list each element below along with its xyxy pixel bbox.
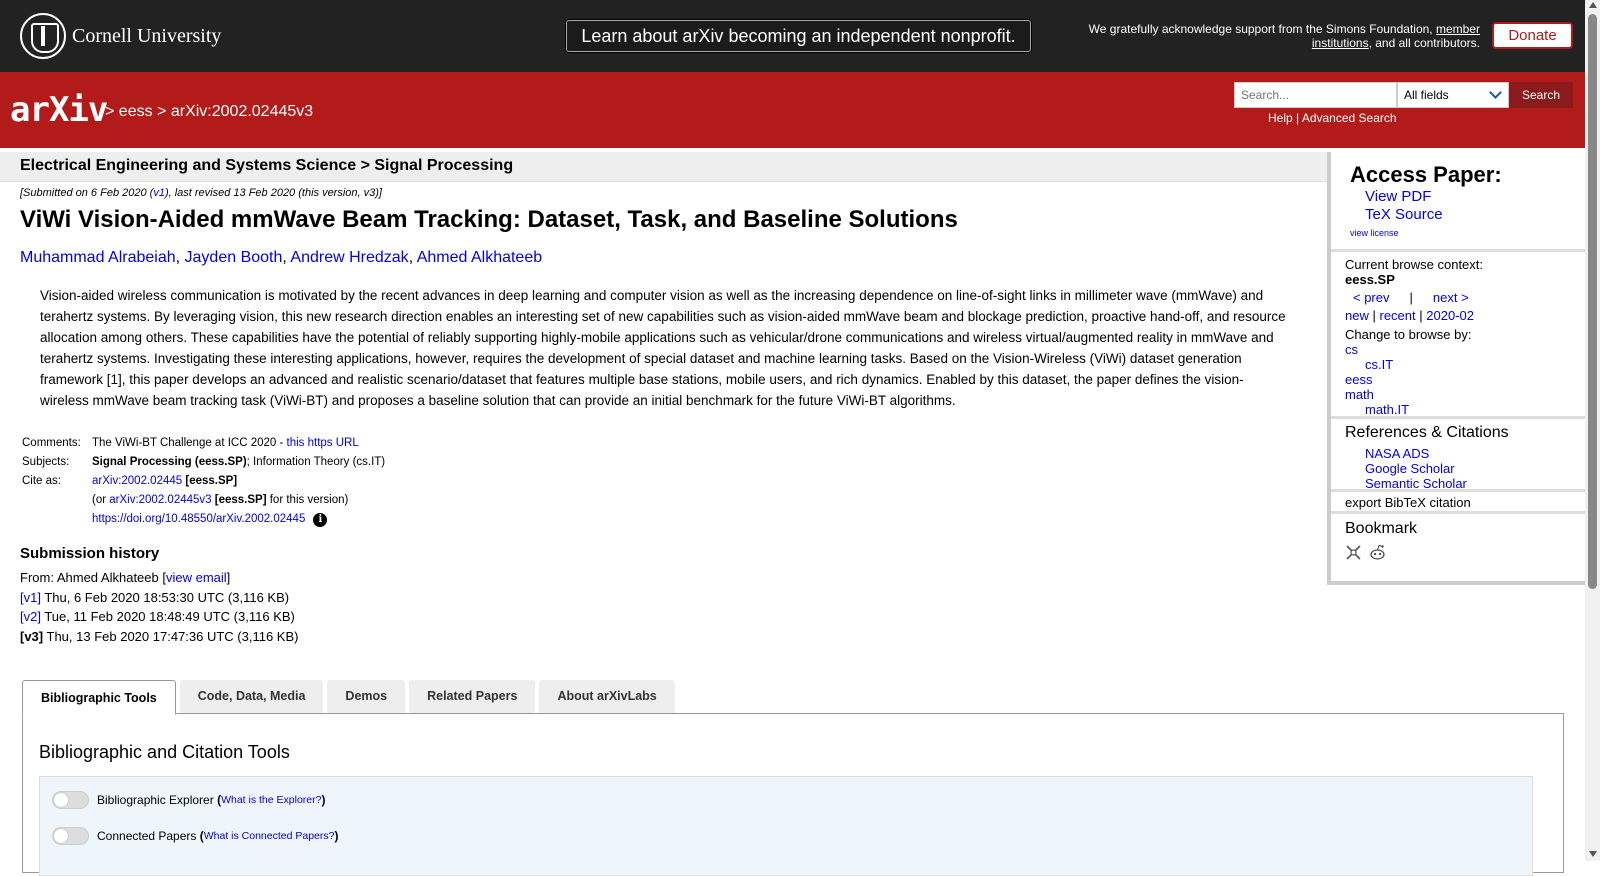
change-browse-label: Change to browse by: — [1345, 327, 1472, 342]
cornell-seal-icon — [20, 13, 66, 59]
prev-link[interactable]: < prev — [1353, 290, 1390, 305]
paper-title: ViWi Vision-Aided mmWave Beam Tracking: Dataset, Task, and Baseline Solutions — [20, 206, 958, 233]
labs-tabs — [22, 680, 679, 715]
breadcrumb — [105, 103, 313, 121]
author-sep: , — [282, 249, 291, 266]
explorer-help-link[interactable]: What is the Explorer? — [221, 794, 322, 806]
submitter — [20, 568, 298, 588]
abstract: Vision-aided wireless communication is motivated by the recent advances in deep learning and computer vision as well as the increasing dependence on line-of-sight links in millimeter wave (mmWave) and terahertz systems. By leveraging vision, this new research direction enables an interesting set of new capabilities such as vision-aided mmWave beam and blockage prediction, proactive hand-off, and resource allocation among others. These capabilities have the potential of reliably supporting highly-mobile applications such as vehicular/drone communications and wireless virtual/augmented reality in mmWave and terahertz systems. Investigating these interesting applications, however, requires the development of special dataset and machine learning tasks. Based on the Vision-Wireless (ViWi) dataset generation framework [1], this paper develops an advanced and realistic scenario/dataset that features multiple base stations, mobile users, and rich dynamics. Enabled by this dataset, the paper defines the vision-wireless mmWave beam tracking task (ViWi-BT) and proposes a baseline solution that can provide an initial benchmark for the future ViWi-BT algorithms. — [40, 288, 1286, 408]
submission-history — [20, 568, 298, 646]
scroll-up-icon[interactable] — [1589, 2, 1597, 8]
export-bibtex-link[interactable]: export BibTeX citation — [1331, 492, 1585, 514]
tab-code-data-media[interactable]: Code, Data, Media — [180, 680, 324, 714]
connected-help-link[interactable]: What is Connected Papers? — [203, 830, 335, 842]
metadata-table — [20, 434, 387, 529]
doi-row — [90, 510, 387, 529]
author-sep: , — [175, 249, 185, 266]
cornell-name: Cornell University — [72, 24, 222, 47]
submitted-v1-link[interactable]: v1 — [153, 187, 165, 199]
tab-related-papers[interactable]: Related Papers — [409, 680, 535, 714]
prev-next-sep: | — [1409, 290, 1413, 305]
cite-value — [90, 472, 387, 491]
version-v3-text: Thu, 13 Feb 2020 17:47:36 UTC (3,116 KB) — [43, 628, 299, 644]
help-sep: | — [1296, 111, 1300, 125]
arxiv-logo[interactable]: arXiv — [10, 90, 108, 130]
info-icon[interactable]: i — [313, 513, 327, 527]
month-link[interactable]: 2020-02 — [1426, 308, 1474, 323]
cite-label: Cite as: — [22, 475, 61, 487]
browse-context-value: eess.SP — [1345, 272, 1395, 287]
breadcrumb-eess[interactable]: eess — [118, 103, 153, 120]
browse-math-link[interactable]: math — [1345, 387, 1374, 402]
access-paper-section — [1331, 152, 1585, 252]
doi-link[interactable]: https://doi.org/10.48550/arXiv.2002.02445 — [92, 513, 306, 525]
tex-source-link[interactable]: TeX Source — [1365, 206, 1443, 223]
subjects-primary: Signal Processing (eess.SP) — [92, 456, 247, 468]
browse-cs-it-link[interactable]: cs.IT — [1365, 357, 1394, 372]
tools-box — [39, 776, 1533, 876]
cite-version — [90, 491, 387, 510]
scroll-down-icon[interactable] — [1589, 851, 1597, 857]
author-link[interactable]: Jayden Booth — [184, 249, 283, 266]
version-v1-link[interactable]: [v1] — [20, 589, 41, 605]
submitted-suffix: ), last revised 13 Feb 2020 (this version, v3)] — [164, 187, 382, 199]
sep: | — [1419, 308, 1423, 323]
subjects-secondary: ; Information Theory (cs.IT) — [246, 456, 386, 468]
member-institutions-link[interactable]: member institutions — [1311, 22, 1480, 50]
arxiv-header — [0, 72, 1585, 148]
search-field-select[interactable] — [1397, 82, 1509, 108]
help-links — [1268, 111, 1397, 125]
from-prefix: From: Ahmed Alkhateeb [ — [20, 570, 166, 585]
version-row — [20, 627, 298, 647]
connected-label: Connected Papers — [97, 829, 197, 843]
cite-version-category: [eess.SP] — [214, 494, 267, 506]
donate-button[interactable]: Donate — [1492, 22, 1573, 49]
subject-bar: Electrical Engineering and Systems Science > Signal Processing — [0, 152, 1327, 182]
support-prefix: We gratefully acknowledge support from the Simons Foundation, — [1088, 22, 1433, 36]
tab-about-arxivlabs[interactable]: About arXivLabs — [539, 680, 674, 714]
cite-or-suffix: for this version) — [266, 494, 349, 506]
tools-title: Bibliographic and Citation Tools — [39, 742, 290, 762]
references-section — [1331, 419, 1585, 492]
submission-history-heading: Submission history — [20, 545, 160, 562]
subjects-label: Subjects: — [22, 456, 70, 468]
view-pdf-link[interactable]: View PDF — [1365, 188, 1432, 205]
browse-eess-link[interactable]: eess — [1345, 372, 1373, 387]
cite-version-link[interactable]: arXiv:2002.02445v3 — [109, 494, 212, 506]
version-v3-label: [v3] — [20, 628, 44, 644]
advanced-search-link[interactable]: Advanced Search — [1301, 111, 1397, 125]
browse-context-label: Current browse context: — [1345, 257, 1484, 272]
submission-date — [20, 187, 382, 199]
access-paper-title: Access Paper: — [1350, 162, 1502, 187]
search-input[interactable] — [1234, 82, 1397, 108]
search-button[interactable]: Search — [1509, 82, 1573, 108]
page-scrollbar[interactable] — [1585, 0, 1600, 861]
prev-next-row — [1345, 290, 1585, 305]
paren-close: ) — [334, 829, 339, 843]
sidebar — [1327, 152, 1585, 585]
browse-math-it-link[interactable]: math.IT — [1365, 402, 1410, 417]
next-link[interactable]: next > — [1432, 290, 1469, 305]
author-sep: , — [408, 249, 417, 266]
comments-url-link[interactable]: this https URL — [286, 437, 359, 449]
explorer-row — [52, 791, 325, 809]
version-v2-text: Tue, 11 Feb 2020 18:48:49 UTC (3,116 KB) — [40, 609, 295, 624]
breadcrumb-sep: > — [105, 103, 115, 120]
author-link[interactable]: Muhammad Alrabeiah — [20, 249, 176, 266]
chevron-down-icon — [1489, 86, 1502, 99]
help-link[interactable]: Help — [1268, 111, 1293, 125]
cornell-logo[interactable] — [20, 13, 221, 59]
cite-or-prefix: (or — [92, 494, 110, 506]
tab-bibliographic-tools[interactable]: Bibliographic Tools — [22, 680, 176, 715]
breadcrumb-paper-id: arXiv:2002.02445v3 — [170, 103, 314, 120]
recent-link[interactable]: recent — [1379, 308, 1416, 323]
view-email-link[interactable]: view email — [165, 570, 227, 585]
connected-row — [52, 827, 339, 845]
connected-papers-toggle[interactable] — [52, 827, 89, 845]
nasa-ads-link[interactable]: NASA ADS — [1365, 446, 1430, 461]
support-suffix: , and all contributors. — [1368, 36, 1480, 50]
authors — [20, 249, 542, 267]
paren-open: ( — [199, 829, 204, 843]
reddit-icon[interactable] — [1369, 544, 1386, 561]
explorer-label: Bibliographic Explorer — [97, 793, 214, 807]
nonprofit-announcement-button[interactable]: Learn about arXiv becoming an independent nonprofit. — [566, 20, 1031, 52]
new-link[interactable]: new — [1345, 308, 1369, 323]
author-link[interactable]: Ahmed Alkhateeb — [416, 249, 543, 266]
support-acknowledgement — [1060, 22, 1480, 50]
sep: | — [1372, 308, 1376, 323]
breadcrumb-sep: > — [157, 103, 167, 120]
author-link[interactable]: Andrew Hredzak — [290, 249, 409, 266]
scrollbar-thumb[interactable] — [1588, 14, 1597, 589]
comments-text: The ViWi-BT Challenge at ICC 2020 - — [92, 437, 287, 449]
google-scholar-link[interactable]: Google Scholar — [1365, 461, 1455, 476]
explorer-toggle[interactable] — [52, 791, 89, 809]
comments-label: Comments: — [22, 437, 81, 449]
version-v2-link[interactable]: [v2] — [20, 609, 41, 624]
tab-demos[interactable]: Demos — [327, 680, 405, 714]
search-field-value: All fields — [1404, 88, 1449, 102]
bibsonomy-icon[interactable] — [1345, 544, 1362, 561]
tab-panel — [22, 713, 1564, 873]
browse-cs-link[interactable]: cs — [1345, 342, 1358, 357]
version-row — [20, 607, 298, 627]
paren-close: ) — [321, 793, 326, 807]
submitted-prefix: [Submitted on 6 Feb 2020 ( — [20, 187, 154, 199]
cite-category: [eess.SP] — [185, 475, 238, 487]
view-license-link[interactable]: view license — [1350, 228, 1399, 238]
cite-id-link[interactable]: arXiv:2002.02445 — [92, 475, 183, 487]
top-banner — [0, 0, 1585, 72]
version-row — [20, 588, 298, 608]
semantic-scholar-link[interactable]: Semantic Scholar — [1365, 476, 1467, 491]
paren-open: ( — [217, 793, 222, 807]
browse-context-section — [1331, 252, 1585, 419]
bookmark-section — [1331, 514, 1585, 580]
version-v1-text: Thu, 6 Feb 2020 18:53:30 UTC (3,116 KB) — [40, 589, 290, 605]
bookmark-title: Bookmark — [1345, 520, 1418, 537]
comments-value — [90, 434, 387, 453]
new-recent-row — [1345, 308, 1585, 323]
subjects-value — [90, 453, 387, 472]
references-title: References & Citations — [1345, 424, 1509, 441]
from-suffix: ] — [226, 570, 231, 585]
